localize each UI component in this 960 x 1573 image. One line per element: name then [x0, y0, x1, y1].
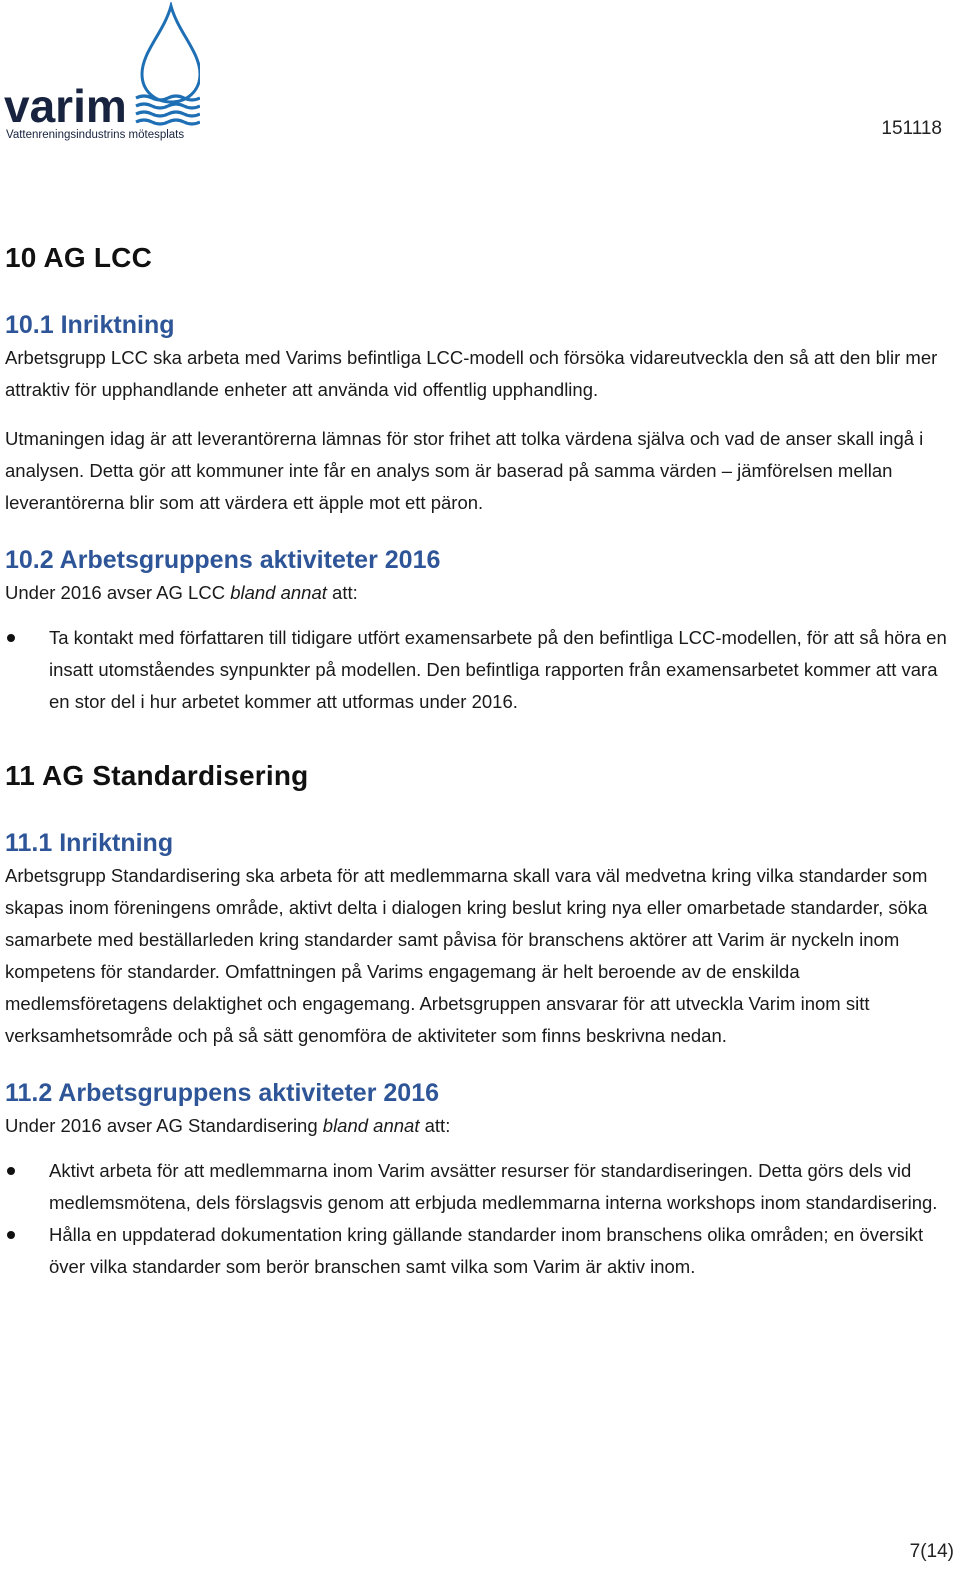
section-10-2-title: 10.2 Arbetsgruppens aktiviteter 2016	[5, 546, 441, 574]
bullet-icon	[7, 1231, 15, 1239]
section-11-title: 11 AG Standardisering	[5, 760, 309, 791]
section-10-2-bullet-list	[5, 622, 955, 718]
document-date: 151118	[881, 118, 942, 139]
bullet-icon	[7, 634, 15, 642]
section-11-2-intro: Under 2016 avser AG Standardisering bland annat att:	[5, 1115, 451, 1136]
logo-word: varim	[4, 80, 127, 132]
varim-logo	[4, 2, 200, 142]
section-11-1-paragraph-1: Arbetsgrupp Standardisering ska arbeta för att medlemmarna skall vara väl medvetna kring vilka standarder som skapas inom föreningens område, aktivt delta i dialogen kring beslut kring nya eller omarbetade standarder, söka samarbete med beställarleden kring standarder samt påvisa för branschens aktörer att Varim är nyckeln inom kompetens för standarder. Omfattningen på Varims engagemang är helt beroende av de enskilda medlemsföretagens delaktighet och engagemang. Arbetsgruppen ansvarar för att utveckla Varim inom sitt verksamhetsområde och på så sätt genomföra de aktiviteter som finns beskrivna nedan.	[5, 865, 928, 1046]
list-item: Hålla en uppdaterad dokumentation kring gällande standarder inom branschens olika områden; en översikt över vilka standarder som berör branschen samt vilka som Varim är aktiv inom.	[5, 1219, 955, 1283]
logo-tagline: Vattenreningsindustrins mötesplats	[6, 129, 185, 141]
document-body	[5, 240, 955, 1283]
section-10-1-paragraph-2: Utmaningen idag är att leverantörerna lämnas för stor frihet att tolka värdena själva och vad de anser skall ingå i analysen. Detta gör att kommuner inte får en analys som är baserad på samma värden – jämförelsen mellan leverantörerna blir som att värdera ett äpple mot ett päron.	[5, 428, 924, 513]
list-item: Ta kontakt med författaren till tidigare utfört examensarbete på den befintliga LCC-modellen, för att så höra en insatt utomståendes synpunkter på modellen. Den befintliga rapporten från examensarbetet kommer att vara en stor del i hur arbetet kommer att utformas under 2016.	[5, 622, 955, 718]
section-10-1-title: 10.1 Inriktning	[5, 311, 175, 339]
water-drop-icon	[142, 6, 200, 102]
section-10-1-paragraph-1: Arbetsgrupp LCC ska arbeta med Varims befintliga LCC-modell och försöka vidareutveckla den så att den blir mer attraktiv för upphandlande enheter att använda vid offentlig upphandling.	[5, 347, 938, 400]
section-11-2-bullet-list	[5, 1155, 955, 1283]
page-number: 7(14)	[909, 1541, 954, 1562]
bullet-icon	[7, 1167, 15, 1175]
list-item: Aktivt arbeta för att medlemmarna inom Varim avsätter resurser för standardiseringen. Detta görs dels vid medlemsmötena, dels förslagsvis genom att erbjuda medlemmarna interna workshops inom standardisering.	[5, 1155, 955, 1219]
section-10-2-intro: Under 2016 avser AG LCC bland annat att:	[5, 582, 358, 603]
section-11-2-title: 11.2 Arbetsgruppens aktiviteter 2016	[5, 1079, 439, 1107]
section-10-title: 10 AG LCC	[5, 242, 153, 273]
section-11-1-title: 11.1 Inriktning	[5, 829, 174, 857]
